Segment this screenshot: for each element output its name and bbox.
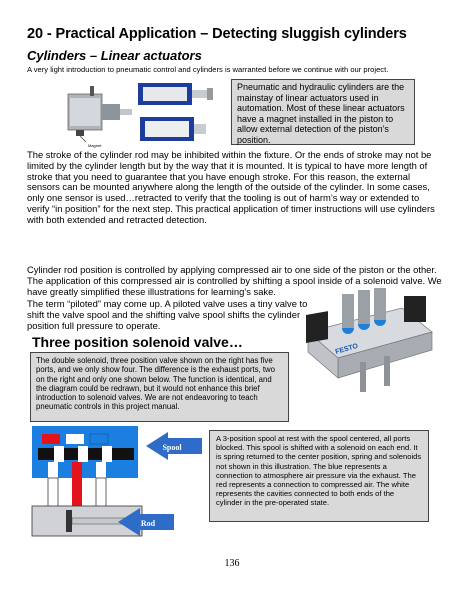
cylinders-callout: Pneumatic and hydraulic cylinders are the mainstay of linear actuators used in automation. Most of these linear actuators have a magnet installed in the piston to allow external detection of the piston’s position.	[231, 79, 415, 145]
page-title: 20 - Practical Application – Detecting sluggish cylinders	[27, 26, 407, 42]
tie-rod-cylinder-image	[68, 86, 132, 142]
stroke-paragraph: The stroke of the cylinder rod may be inhibited within the fixture. Or the ends of stroke may not be limited by the cylinder length but by the way that it is mounted. It is typical to have more length of stroke that you need to guarantee that you have enough stroke. For this reason, the external sensors can be mounted anywhere along the length of the outside of the cylinder. In some cases, only one sensor is used…retracted to verify that the tooling is out of harm’s way or extended to verify “in position” for the next step. This practical application of timer instructions will use cylinders with both extended and retracted detection.	[27, 149, 435, 225]
subtitle: Cylinders – Linear actuators	[27, 48, 202, 63]
spool-callout: A 3-position spool at rest with the spool centered, all ports blocked. This spool is shifted with a solenoid on each end. It is spring returned to the center position, spring and solenoids not shown in this illustration. The blue represents a connection to atmosphere air pressure via the exhaust. The red represents a connection to compressed air. The white represents the cavities connected to both ends of the cylinder in the pre-operated state.	[209, 430, 429, 522]
piloted-paragraph: The term “piloted” may come up. A piloted valve uses a tiny valve to shift the valve spool and the shifting valve spool shifts the cylinder position full pressure to operate.	[27, 298, 308, 331]
rod-paragraph: Cylinder rod position is controlled by applying compressed air to one side of the piston or the other. The application of this compressed air is controlled by shifting a spool inside of a solenoid valve. We have greatly simplified these illustrations for learning’s sake.	[27, 264, 442, 297]
compact-cylinder-image-top	[138, 83, 213, 105]
section-heading: Three position solenoid valve…	[32, 334, 243, 350]
valve-callout: The double solenoid, three position valve shown on the right has five ports, and we only show four. The difference is the exhaust ports, two on the right and only one shown below. The function is identical, and the diagram could be redrawn, but it would not enhance this brief introduction to solenoid valves. We are not endeavoring to teach pneumatic controls in this project manual.	[30, 352, 289, 422]
compact-cylinder-image-bottom	[140, 117, 206, 141]
rod-label: Rod	[140, 519, 156, 528]
spool-diagram	[28, 424, 208, 552]
solenoid-valve-photo	[300, 288, 440, 406]
cylinder-photos	[60, 80, 225, 150]
spool-label: Spool	[162, 443, 182, 452]
intro-text: A very light introduction to pneumatic control and cylinders is warranted before we continue with our project.	[27, 65, 389, 74]
magnet-label: Magnet	[88, 143, 102, 148]
festo-label: FESTO	[334, 342, 359, 356]
page-number: 136	[224, 558, 240, 569]
